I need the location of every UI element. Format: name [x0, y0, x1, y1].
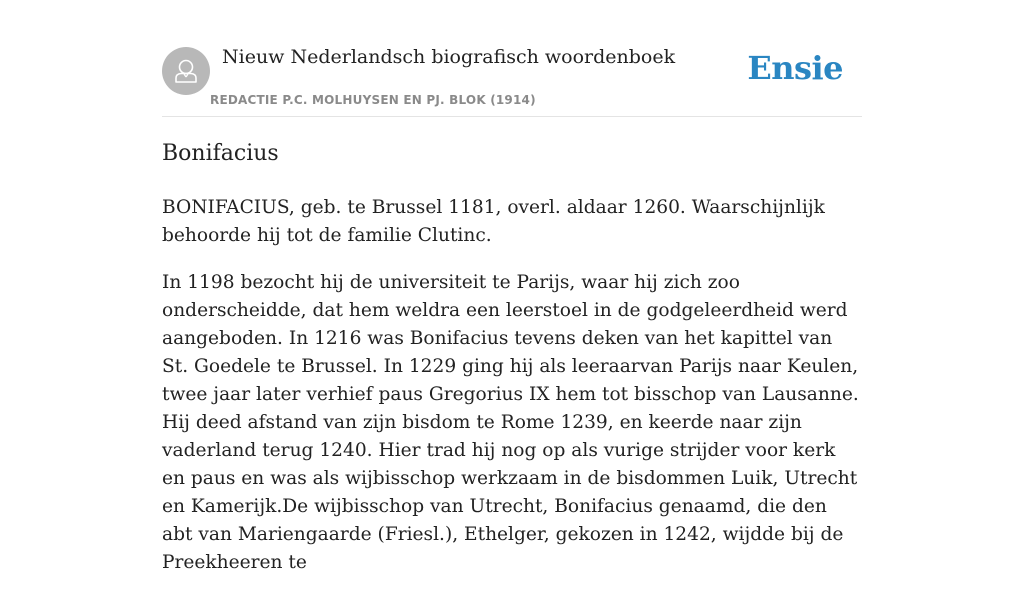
ensie-logo[interactable]: Ensie — [747, 49, 843, 87]
book-title[interactable]: Nieuw Nederlandsch biografisch woordenboek — [222, 46, 676, 68]
entry-paragraph: In 1198 bezocht hij de universiteit te Parijs, waar hij zich zoo onderscheidde, dat hem weldra een leerstoel in de godgeleerdheid werd aangeboden. In 1216 was Bonifacius tevens deken van het kapittel van St. Goedele te Brussel. In 1229 ging hij als leeraarvan Parijs naar Keulen, twee jaar later verhief paus Gregorius IX hem tot bisschop van Lausanne. Hij deed afstand van zijn bisdom te Rome 1239, en keerde naar zijn vaderland terug 1240. Hier trad hij nog op als vurige strijder voor kerk en paus en was als wijbisschop werkzaam in de bisdommen Luik, Utrecht en Kamerijk.De wijbisschop van Utrecht, Bonifacius genaamd, die den abt van Mariengaarde (Friesl.), Ethelger, gekozen in 1242, wijdde bij de Preekheeren te — [162, 272, 859, 573]
editors-line: REDACTIE P.C. MOLHUYSEN EN PJ. BLOK (1914) — [210, 93, 536, 107]
source-header — [162, 36, 862, 117]
entry-title: Bonifacius — [162, 141, 279, 166]
user-placeholder-icon[interactable] — [162, 47, 210, 95]
entry-content — [162, 136, 862, 596]
entry-paragraph: BONIFACIUS, geb. te Brussel 1181, overl. aldaar 1260. Waarschijnlijk behoorde hij tot de familie Clutinc. — [162, 197, 825, 246]
